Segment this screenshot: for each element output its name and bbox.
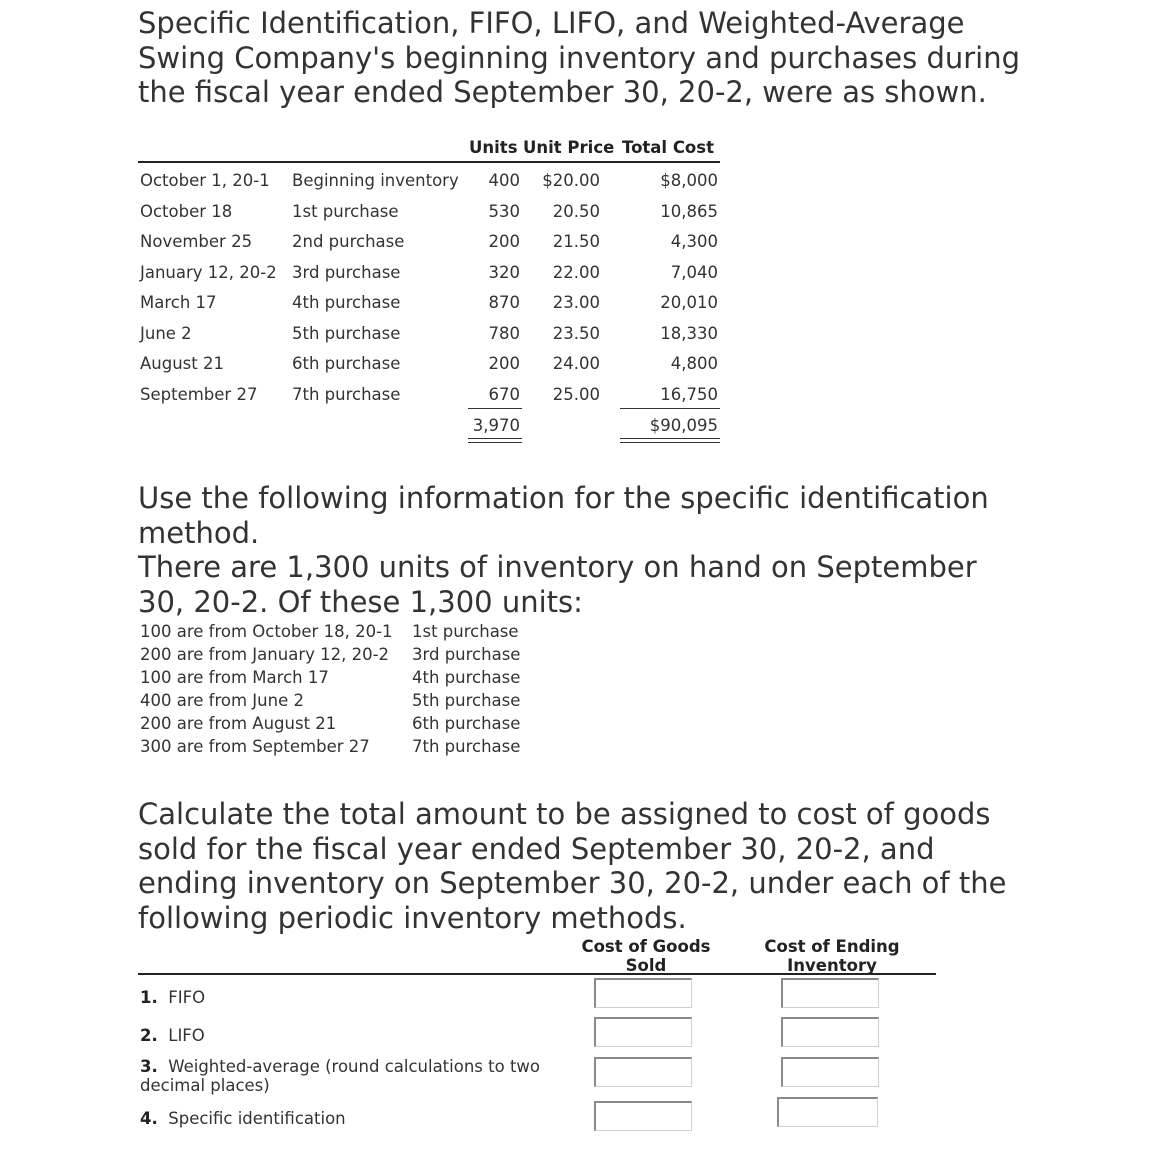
row-date: October 18 [140, 201, 233, 221]
row-number: 2. [140, 1026, 158, 1045]
row-total-cost: 4,300 [670, 232, 718, 251]
list-item-from: 100 are from March 17 [140, 668, 329, 687]
row-unit-price: 21.50 [552, 232, 600, 251]
answer-row-fifo [140, 988, 205, 1007]
intro-line: 30, 20-2. Of these 1,300 units: [138, 584, 583, 619]
row-description: 3rd purchase [292, 262, 401, 282]
table-row [138, 318, 720, 348]
title-line: Swing Company's beginning inventory and purchases during [138, 40, 1021, 75]
weighted-average-ending-inventory-input[interactable] [781, 1057, 879, 1087]
problem-title [138, 6, 1128, 110]
table-row [138, 348, 720, 378]
header-cogs-line: Sold [625, 956, 667, 975]
total-units: 3,970 [472, 416, 520, 435]
list-item-from: 200 are from January 12, 20-2 [140, 645, 390, 664]
row-units: 200 [488, 354, 520, 373]
intro-line: method. [138, 515, 260, 550]
row-number: 3. [140, 1057, 158, 1076]
row-label-continued: decimal places) [140, 1076, 270, 1095]
inventory-table [138, 134, 720, 435]
row-date: January 12, 20-2 [140, 262, 277, 282]
row-date: March 17 [140, 293, 217, 312]
row-total-cost: 16,750 [660, 384, 718, 404]
lifo-ending-inventory-input[interactable] [781, 1017, 879, 1047]
calc-line: ending inventory on September 30, 20-2, under each of the [138, 866, 1007, 900]
row-total-cost: $8,000 [660, 171, 718, 190]
header-cogs [566, 937, 726, 975]
title-line: the fiscal year ended September 30, 20-2, were as shown. [138, 75, 987, 109]
row-unit-price: 22.00 [552, 262, 600, 282]
header-units: Units [469, 138, 518, 157]
list-item-from: 100 are from October 18, 20-1 [140, 622, 393, 641]
row-date: June 2 [140, 323, 192, 343]
answer-header-rule [138, 973, 936, 975]
list-item-from: 400 are from June 2 [140, 691, 304, 710]
row-units: 780 [488, 323, 520, 343]
row-total-cost: 18,330 [660, 323, 718, 343]
row-unit-price: 24.00 [552, 354, 600, 373]
weighted-average-cogs-input[interactable] [594, 1057, 692, 1087]
row-description: 6th purchase [292, 354, 401, 373]
row-date: November 25 [140, 232, 253, 251]
specific-intro [138, 481, 989, 619]
row-total-cost: 20,010 [660, 293, 718, 312]
row-description: 5th purchase [292, 323, 401, 343]
intro-line: Use the following information for the specific identification [138, 481, 989, 515]
list-item-purchase: 7th purchase [412, 737, 521, 756]
row-date: September 27 [140, 384, 258, 404]
row-units: 530 [488, 201, 520, 221]
cost-double-rule [620, 438, 720, 443]
lifo-cogs-input[interactable] [594, 1017, 692, 1047]
header-unit-price: Unit Price [523, 138, 615, 157]
total-cost: $90,095 [649, 416, 718, 435]
specific-identification-cogs-input[interactable] [594, 1101, 692, 1131]
header-rule [138, 161, 720, 163]
cost-subtotal-rule [620, 408, 720, 409]
row-unit-price: 25.00 [552, 384, 600, 404]
fifo-ending-inventory-input[interactable] [781, 978, 879, 1008]
row-units: 200 [488, 232, 520, 251]
list-item-purchase: 6th purchase [412, 714, 521, 733]
row-unit-price: $20.00 [542, 171, 600, 190]
header-ending-line: Inventory [787, 956, 877, 975]
row-description: 4th purchase [292, 293, 401, 312]
intro-line: There are 1,300 units of inventory on hand on September [138, 550, 977, 584]
row-date: August 21 [140, 354, 224, 373]
table-row [138, 196, 720, 226]
table-row [138, 379, 720, 409]
list-item-from: 200 are from August 21 [140, 714, 337, 733]
calc-line: following periodic inventory methods. [138, 900, 687, 935]
row-description: 7th purchase [292, 384, 401, 404]
answer-row-lifo [140, 1026, 205, 1045]
answer-row-specific-identification [140, 1109, 346, 1128]
header-total-cost: Total Cost [622, 138, 714, 157]
list-item-from: 300 are from September 27 [140, 737, 370, 756]
row-units: 670 [488, 384, 520, 404]
table-row [138, 287, 720, 317]
row-description: Beginning inventory [292, 171, 459, 190]
row-total-cost: 10,865 [660, 201, 718, 221]
list-item-purchase: 5th purchase [412, 691, 521, 710]
row-units: 320 [488, 262, 520, 282]
row-units: 400 [488, 171, 520, 190]
list-item-purchase: 4th purchase [412, 668, 521, 687]
header-ending-line: Cost of Ending [764, 937, 900, 956]
row-number: 1. [140, 988, 158, 1007]
answer-row-weighted-average [140, 1057, 540, 1095]
row-number: 4. [140, 1109, 158, 1128]
row-units: 870 [488, 293, 520, 312]
units-double-rule [468, 438, 522, 443]
row-total-cost: 7,040 [670, 262, 718, 282]
header-cogs-line: Cost of Goods [581, 937, 711, 956]
row-label: FIFO [168, 988, 206, 1007]
row-label: Specific identification [168, 1109, 346, 1128]
row-unit-price: 23.00 [552, 293, 600, 312]
units-subtotal-rule [468, 408, 522, 409]
table-row [138, 226, 720, 256]
row-description: 2nd purchase [292, 232, 405, 251]
row-total-cost: 4,800 [670, 354, 718, 373]
table-row [138, 165, 720, 195]
row-description: 1st purchase [292, 201, 399, 221]
calc-line: sold for the fiscal year ended September 30, 20-2, and [138, 831, 935, 866]
calc-instructions [138, 797, 1006, 935]
row-label: LIFO [168, 1026, 205, 1045]
row-date: October 1, 20-1 [140, 171, 270, 190]
row-unit-price: 23.50 [552, 323, 600, 343]
header-ending-inventory [752, 937, 912, 975]
row-label: Weighted-average (round calculations to two [168, 1057, 540, 1076]
totals-row [138, 410, 720, 440]
list-item-purchase: 3rd purchase [412, 645, 521, 664]
list-item-purchase: 1st purchase [412, 622, 519, 641]
title-line: Specific Identification, FIFO, LIFO, and Weighted-Average [138, 6, 965, 40]
inventory-table-header [138, 134, 720, 161]
calc-line: Calculate the total amount to be assigned to cost of goods [138, 797, 991, 831]
fifo-cogs-input[interactable] [594, 978, 692, 1008]
table-row [138, 257, 720, 287]
row-unit-price: 20.50 [552, 201, 600, 221]
specific-identification-ending-inventory-input[interactable] [777, 1097, 878, 1127]
